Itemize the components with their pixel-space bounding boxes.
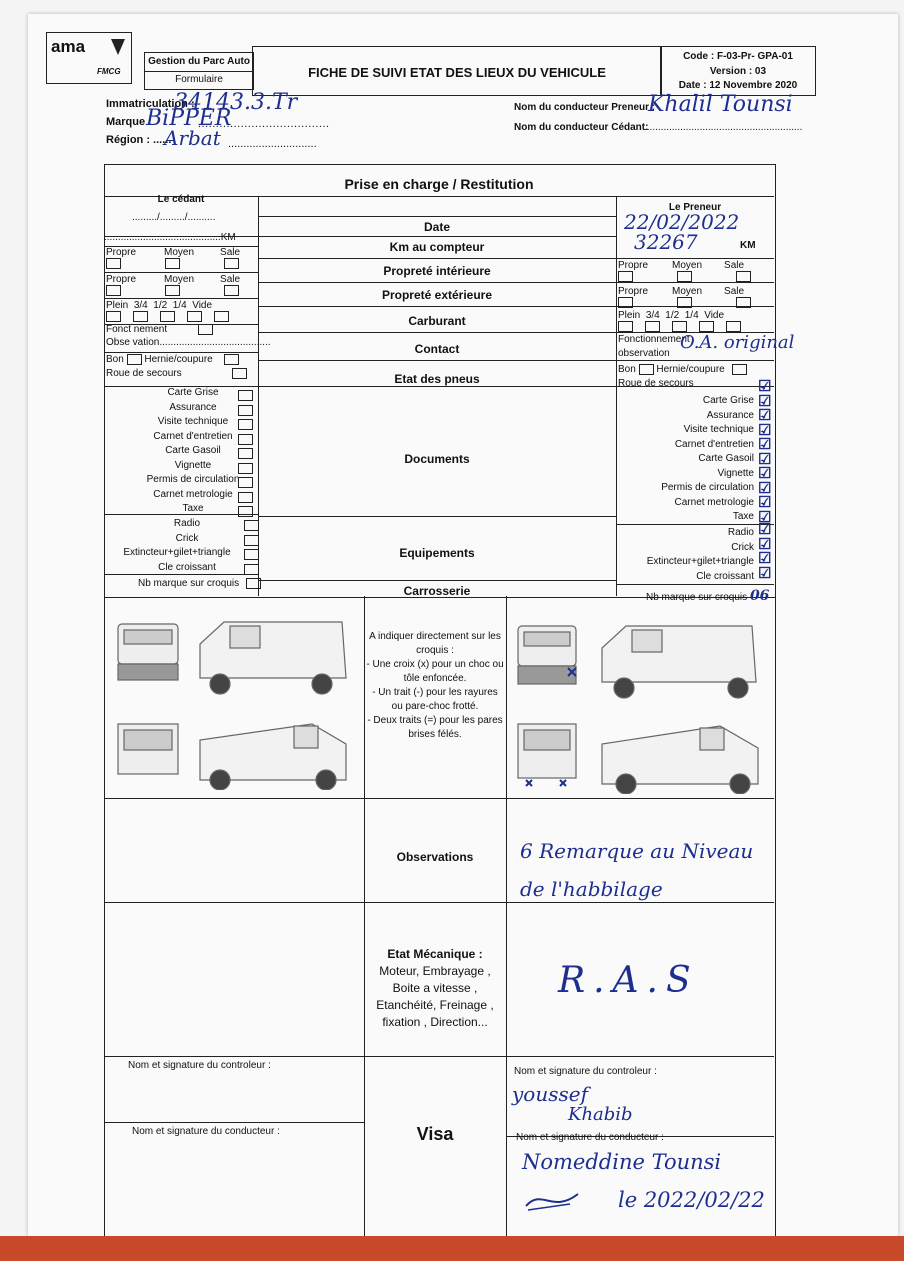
header-doc-type: Formulaire	[175, 74, 223, 85]
sig-controleur-right-label: Nom et signature du controleur :	[514, 1066, 657, 1077]
region-value: Arbat	[164, 126, 221, 150]
header-date: Date : 12 Novembre 2020	[678, 80, 798, 91]
row-carburant: Carburant	[408, 314, 466, 328]
header-dept-box	[144, 52, 254, 90]
cedant-prop-int: Propre Moyen Sale	[106, 247, 256, 269]
sig-controleur-name: youssef	[512, 1082, 588, 1106]
row-proprete-int: Propreté intérieure	[383, 264, 491, 278]
preneur-observation: observation	[618, 348, 670, 359]
croquis-instructions: A indiquer directement sur les croquis : - Une croix (x) pour un choc ou tôle enfoncée. - Un trait (-) pour les rayures ou pare-choc frotté. - Deux traits (=) pour les pares brises félés.	[366, 631, 504, 740]
cedant-documents-list: Carte Grise Assurance Visite technique Carnet d'entretien Carte Gasoil Vignette Permis de circulation Carnet metrologie Taxe	[146, 387, 240, 514]
logo-icon	[109, 37, 127, 57]
cedant-km-blank: ..........................................KM	[104, 232, 236, 243]
header-title-box	[252, 46, 662, 96]
marque-label: Marque :	[106, 116, 152, 128]
bottom-strip	[0, 1236, 904, 1261]
preneur-nb-marque: Nb marque sur croquis 06	[646, 588, 770, 604]
cedant-carburant: Plein 3/4 1/2 1/4 Vide	[106, 300, 256, 322]
preneur-documents-checkmarks: ☑ ☑ ☑ ☑ ☑ ☑ ☑ ☑ ☑ ☑	[758, 378, 772, 526]
header-code: Code : F-03-Pr- GPA-01	[683, 51, 793, 62]
table-title: Prise en charge / Restitution	[344, 176, 534, 192]
preneur-km-unit: KM	[740, 240, 756, 251]
signature-scribble	[522, 1184, 582, 1214]
logo-subtext: FMCG	[97, 67, 121, 76]
logo-text: ama	[51, 37, 86, 56]
preneur-prop-int: Propre Moyen Sale	[618, 260, 774, 282]
preneur-fonctionnement: Fonctionnement	[618, 334, 690, 345]
sig-conducteur-right-label: Nom et signature du conducteur :	[516, 1132, 664, 1143]
observations-label: Observations	[396, 850, 474, 864]
preneur-header: Le Preneur	[668, 202, 722, 213]
cedant-pneus-bon: Bon Hernie/coupure	[106, 354, 239, 365]
marque-value: BiPPER	[146, 106, 232, 131]
header-code-box	[660, 46, 816, 96]
preneur-label: Nom du conducteur Preneur :	[514, 102, 656, 113]
sig-conducteur-name: Nomeddine Tounsi	[522, 1150, 722, 1174]
cedant-roue-secours: Roue de secours	[106, 368, 247, 379]
cedant-prop-ext: Propre Moyen Sale	[106, 274, 256, 296]
preneur-roue-secours: Roue de secours	[618, 378, 694, 389]
etat-mecanique: Etat Mécanique : Moteur, Embrayage , Boite a vitesse , Etanchéité, Freinage , fixation , Direction...	[376, 947, 494, 1029]
cedant-fonctionnement: Fonct nement	[106, 324, 213, 335]
cedant-documents-checkboxes	[238, 389, 253, 520]
sig-conducteur-date: le 2022/02/22	[618, 1188, 765, 1212]
row-documents: Documents	[404, 452, 470, 466]
cedant-header: Le cédant	[157, 194, 205, 205]
preneur-equipements-list: Radio Crick Extincteur+gilet+triangle Cle croissant	[646, 527, 754, 582]
preneur-prop-ext: Propre Moyen Sale	[618, 286, 774, 308]
etat-mecanique-value: R.A.S	[558, 960, 699, 1001]
cedant-date-blank: ........./........./..........	[132, 212, 216, 223]
cedant-equipements-checkboxes	[244, 519, 259, 577]
immatriculation-label: Immatriculation :	[106, 98, 195, 110]
preneur-observation-value: O.A. original	[680, 332, 795, 353]
page-title: FICHE DE SUIVI ETAT DES LIEUX DU VEHICULE	[308, 65, 606, 80]
preneur-equipements-checkmarks: ☑ ☑ ☑ ☑	[758, 521, 772, 582]
observations-value: 6 Remarque au Niveau de l'habbilage	[520, 839, 754, 901]
visa-label: Visa	[416, 1124, 454, 1144]
row-contact: Contact	[414, 342, 460, 356]
form-page: ama FMCG Gestion du Parc Auto Formulaire FICHE DE SUIVI ETAT DES LIEUX DU VEHICULE Code : F-03-Pr- GPA-01 Version : 03 Date : 12 Novembre 2020 Immatriculation : 34143.3.Tr Marque : BiPPER ..................................... Région : ...... Arbat ............................. Nom du conducteur Preneur : Khalil Tounsi Nom du conducteur Cédant: ......................................................... Prise en charge / Restitution Le cédant ........./........./.......... Le Preneur 22/02/2022 ..........................................KM 32267 KM Date Km au compteur Propreté intérieure Propreté extérieure Carburant Contact Etat des pneus Documents Equipements Carrosserie Propre Moyen Sale Propre Moyen Sale Plein 3/4 1/2 1/4 Vide Fonct nement Obse vation........................................ Bon Hernie/coupure Roue de secours Carte Grise Assurance Visite technique Carnet d'entretien Carte Gasoil Vignette Permis de circulation Carnet metrologie Taxe Radio Crick Extincteur+gilet+triangle Cle croissant Nb marque sur croquis Propre Moyen Sale Propre Moyen Sale Plein 3/4 1/2 1/4 Vide Fonctionnement observation O.A. original Bon Hernie/coupure Roue de secours Carte Grise Assurance Visite technique Carnet d'entretien Carte Gasoil Vignette Permis de circulation Carnet metrologie Taxe ☑ ☑ ☑ ☑ ☑ ☑ ☑ ☑ ☑ ☑ Radio Crick Extincteur+gilet+triangle Cle croissant ☑ ☑ ☑ ☑ Nb marque sur croquis 06 A indiquer directement sur les croquis : - Une croix (x) pour un choc ou tôle enfoncée. - Un trait (-) pour les rayures ou pare-choc frotté. - Deux traits (=) pour les pares brises félés. Observations 6 Remarque au Niveau de l'habbilage Etat Mécanique : Moteur, Embrayage , Boite a vitesse , Etanchéité, Freinage , fixation , Direction... R.A.S Nom et signature du controleur : Nom et signature du conducteur : Visa Nom et signature du controleur : youssef Khabib Nom et signature du conducteur : Nomeddine Tounsi le 2022/02/22	[28, 14, 898, 1236]
sig-controleur-left-label: Nom et signature du controleur :	[128, 1060, 271, 1071]
preneur-date-value: 22/02/2022	[624, 210, 740, 234]
preneur-carburant: Plein 3/4 1/2 1/4 Vide	[618, 310, 774, 332]
cedant-equipements-list: Radio Crick Extincteur+gilet+triangle Cle croissant	[123, 518, 231, 573]
preneur-value: Khalil Tounsi	[648, 92, 793, 117]
preneur-km-value: 32267	[634, 230, 698, 254]
cedant-observation: Obse vation........................................	[106, 337, 271, 348]
preneur-documents-list: Carte Grise Assurance Visite technique Carnet d'entretien Carte Gasoil Vignette Permis de circulation Carnet metrologie Taxe	[661, 395, 754, 522]
cedant-label: Nom du conducteur Cédant:	[514, 122, 649, 133]
sig-conducteur-left-label: Nom et signature du conducteur :	[132, 1126, 280, 1137]
row-carrosserie: Carrosserie	[403, 584, 471, 598]
row-date: Date	[423, 220, 450, 234]
preneur-pneus-bon: Bon Hernie/coupure	[618, 364, 747, 375]
logo	[46, 32, 132, 84]
immatriculation-value: 34143.3.Tr	[174, 90, 298, 115]
row-km: Km au compteur	[389, 240, 485, 254]
cedant-nb-marque: Nb marque sur croquis	[138, 578, 261, 589]
croquis-preneur	[512, 608, 768, 794]
header-version: Version : 03	[709, 66, 767, 77]
row-equipements: Equipements	[399, 546, 475, 560]
row-pneus: Etat des pneus	[394, 372, 480, 386]
header-department: Gestion du Parc Auto	[148, 56, 250, 67]
sig-controleur-name2: Khabib	[568, 1104, 633, 1125]
region-label: Région : ......	[106, 134, 172, 146]
croquis-cedant	[112, 604, 358, 790]
row-proprete-ext: Propreté extérieure	[381, 288, 493, 302]
